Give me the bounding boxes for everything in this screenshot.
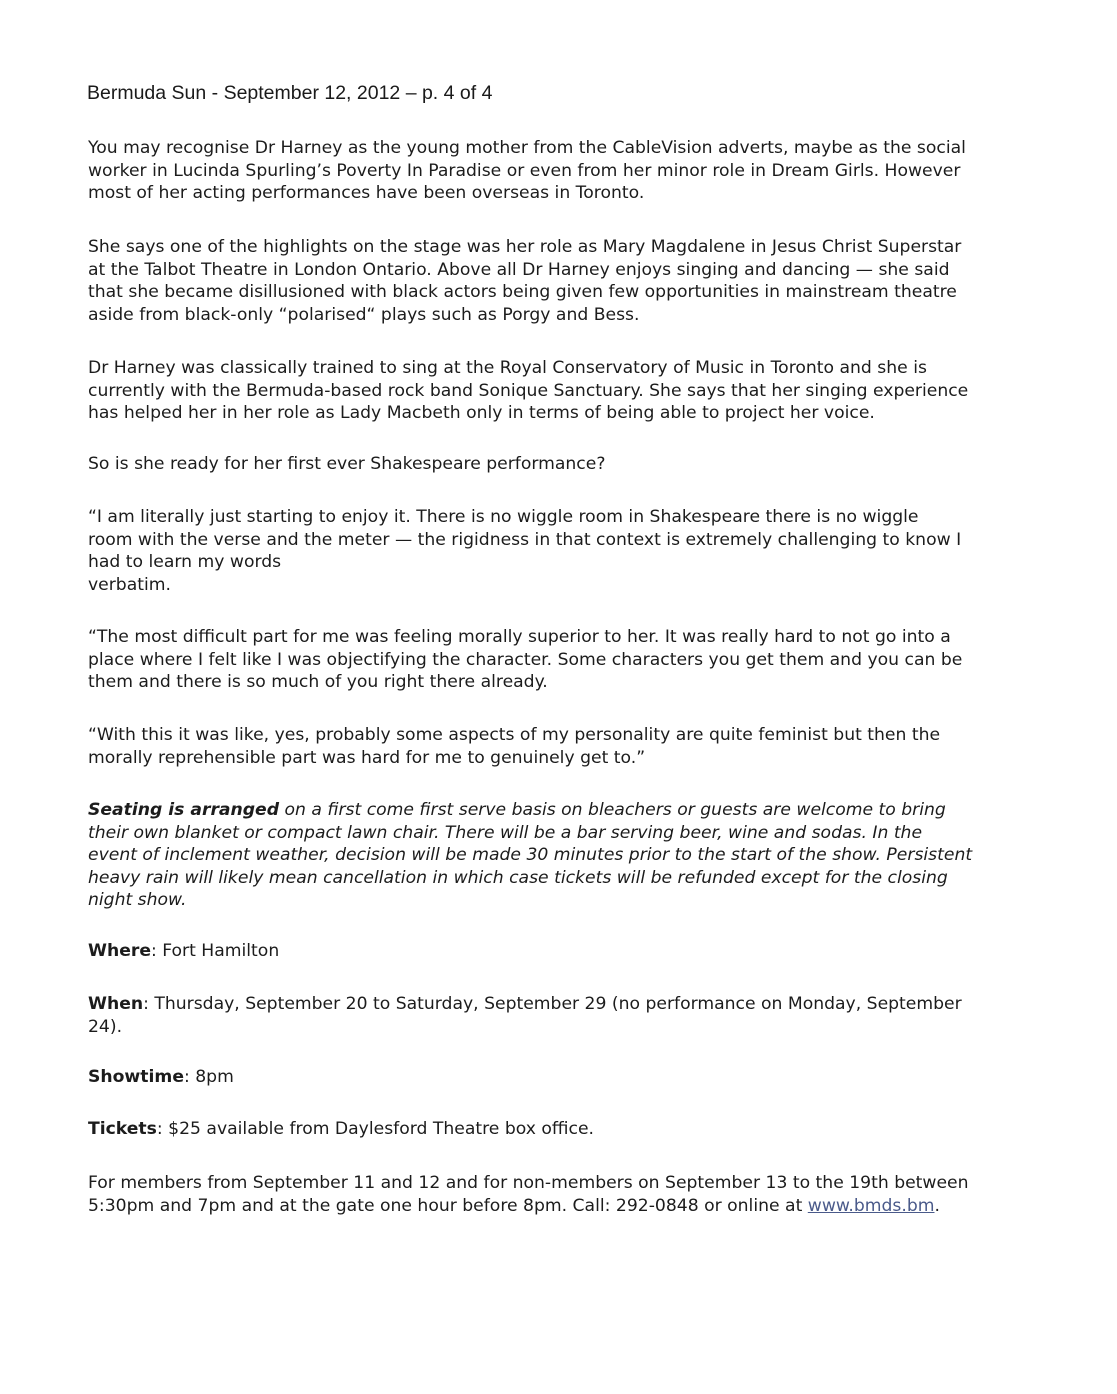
text-line: night show. <box>88 890 187 911</box>
when-value: : Thursday, September 20 to Saturday, September 29 (no performance on Monday, September <box>143 994 962 1014</box>
text-line: their own blanket or compact lawn chair. There will be a bar serving beer, wine and sodas. In the <box>88 822 923 843</box>
paragraph-quote-feminist <box>88 724 1073 769</box>
detail-showtime <box>88 1066 1073 1089</box>
paragraph-closing <box>88 1172 1073 1217</box>
where-label: Where <box>88 941 151 961</box>
text-line: She says one of the highlights on the stage was her role as Mary Magdalene in Jesus Christ Superstar <box>88 237 962 257</box>
detail-tickets <box>88 1118 1073 1141</box>
document-header: Bermuda Sun - September 12, 2012 – p. 4 of 4 <box>87 82 493 104</box>
text-line: “The most difficult part for me was feeling morally superior to her. It was really hard to not go into a <box>88 627 951 647</box>
text-line <box>88 799 1073 822</box>
where-value: : Fort Hamilton <box>151 941 280 961</box>
text-line: currently with the Bermuda-based rock band Sonique Sanctuary. She says that her singing experience <box>88 380 969 401</box>
text-line: heavy rain will likely mean cancellation in which case tickets will be refunded except for the closing <box>88 867 948 888</box>
text-line: You may recognise Dr Harney as the young mother from the CableVision adverts, maybe as the social <box>88 138 966 158</box>
text-line: most of her acting performances have been overseas in Toronto. <box>88 183 645 204</box>
text-line: “I am literally just starting to enjoy it. There is no wiggle room in Shakespeare there is no wiggle <box>88 507 919 527</box>
paragraph-seating <box>88 799 1073 912</box>
text-line: 24). <box>88 1016 123 1037</box>
text-line: So is she ready for her first ever Shakespeare performance? <box>88 454 606 474</box>
text-line: at the Talbot Theatre in London Ontario. Above all Dr Harney enjoys singing and dancing — she said <box>88 259 950 280</box>
text-line: aside from black-only “polarised“ plays such as Porgy and Bess. <box>88 304 640 325</box>
when-label: When <box>88 994 144 1014</box>
showtime-value: : 8pm <box>183 1067 234 1087</box>
closing-period: . <box>934 1195 940 1216</box>
text-line <box>88 1195 1073 1218</box>
text-line: had to learn my words <box>88 552 282 573</box>
seating-text: on a first come first serve basis on bleachers or guests are welcome to bring <box>279 800 946 820</box>
paragraph-question <box>88 453 1073 476</box>
website-link[interactable]: www.bmds.bm <box>807 1195 935 1216</box>
paragraph-quote-enjoy <box>88 506 1073 596</box>
seating-lead: Seating is arranged <box>88 800 280 820</box>
text-line: has helped her in her role as Lady Macbeth only in terms of being able to project her voice. <box>88 403 875 424</box>
text-line: worker in Lucinda Spurling’s Poverty In Paradise or even from her minor role in Dream Girls. However <box>88 160 961 181</box>
paragraph-trained <box>88 357 1073 425</box>
detail-when <box>88 993 1073 1038</box>
closing-text: 5:30pm and 7pm and at the gate one hour before 8pm. Call: 292-0848 or online at <box>88 1195 808 1216</box>
showtime-label: Showtime <box>88 1067 184 1087</box>
text-line: For members from September 11 and 12 and for non-members on September 13 to the 19th between <box>88 1173 969 1193</box>
text-line: verbatim. <box>88 574 171 595</box>
paragraph-quote-difficult <box>88 626 1073 694</box>
text-line <box>88 1118 1073 1141</box>
text-line: room with the verse and the meter — the rigidness in that context is extremely challenging to know I <box>88 529 962 550</box>
tickets-value: : $25 available from Daylesford Theatre box office. <box>156 1119 594 1139</box>
text-line: event of inclement weather, decision will be made 30 minutes prior to the start of the show. Persistent <box>88 845 973 866</box>
text-line: “With this it was like, yes, probably some aspects of my personality are quite feminist but then the <box>88 725 941 745</box>
paragraph-highlights <box>88 236 1073 326</box>
tickets-label: Tickets <box>88 1119 157 1139</box>
text-line: that she became disillusioned with black actors being given few opportunities in mainstream theatre <box>88 282 957 303</box>
text-line <box>88 940 1073 963</box>
text-line <box>88 993 1073 1016</box>
text-line: place where I felt like I was objectifying the character. Some characters you get them and you can be <box>88 649 963 670</box>
text-line: Dr Harney was classically trained to sing at the Royal Conservatory of Music in Toronto and she is <box>88 358 927 378</box>
text-line: them and there is so much of you right there already. <box>88 672 548 693</box>
detail-where <box>88 940 1073 963</box>
text-line: morally reprehensible part was hard for me to genuinely get to.” <box>88 747 646 768</box>
paragraph-recognise <box>88 137 1073 205</box>
text-line <box>88 1066 1073 1089</box>
